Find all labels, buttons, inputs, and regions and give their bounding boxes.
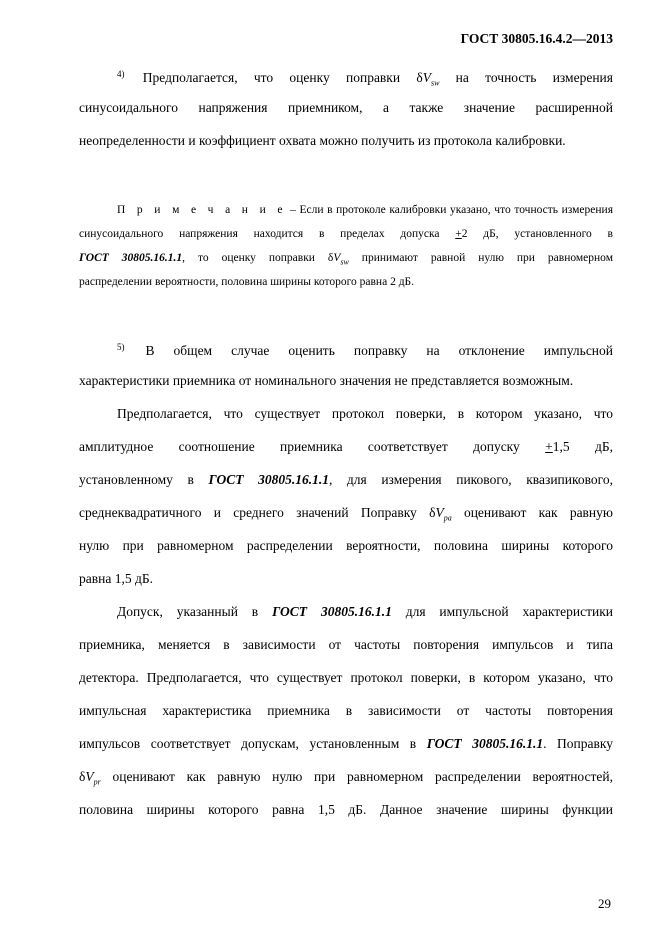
footnote-marker: 5) <box>117 342 125 352</box>
paragraph-5 <box>79 331 613 826</box>
paragraph-line: установленному в ГОСТ 30805.16.1.1, для измерения пикового, квазипикового, <box>79 472 613 487</box>
note-line: П р и м е ч а н и е – Если в протоколе калибровки указано, что точность измерения <box>117 204 613 216</box>
page-number: 29 <box>598 896 611 911</box>
paragraph-line: нулю при равномерном распределении вероятности, половина ширины которого <box>79 538 613 553</box>
paragraph-line: половина ширины которого равна 1,5 дБ. Данное значение ширины функции <box>79 802 613 817</box>
standard-reference: ГОСТ 30805.16.1.1 <box>272 604 392 619</box>
paragraph-line: $\delta V_{pr}$ оценивают как равную нулю при равномерном распределении вероятностей, <box>79 769 613 787</box>
note-line: распределении вероятности, половина ширины которого равна 2 дБ. <box>79 276 415 288</box>
paragraph-line: детектора. Предполагается, что существует протокол поверки, в котором указано, что <box>79 670 613 685</box>
paragraph-line: импульсов соответствует допускам, установленным в ГОСТ 30805.16.1.1. Поправку <box>79 736 613 751</box>
paragraph-line: амплитудное соотношение приемника соответствует допуску +1,5 дБ, <box>79 439 613 454</box>
paragraph-line: синусоидального напряжения приемником, а также значение расширенной <box>79 100 613 115</box>
paragraph-line: неопределенности и коэффициент охвата можно получить из протокола калибровки. <box>79 133 566 148</box>
paragraph-4 <box>79 58 613 157</box>
standard-reference: ГОСТ 30805.16.1.1 <box>79 252 183 264</box>
footnote-marker: 4) <box>117 69 125 79</box>
note-block <box>79 198 613 294</box>
note-label: П р и м е ч а н и е <box>117 204 287 216</box>
standard-reference: ГОСТ 30805.16.1.1 <box>426 736 544 751</box>
note-line: ГОСТ 30805.16.1.1, то оценку поправки $\delta V_{sw}$ принимают равной нулю при равномерном <box>79 252 613 267</box>
paragraph-line: $^{5)}$ В общем случае оценить поправку на отклонение импульсной <box>117 342 614 358</box>
paragraph-line: Допуск, указанный в ГОСТ 30805.16.1.1 для импульсной характеристики <box>117 604 613 619</box>
standard-reference: ГОСТ 30805.16.1.1 <box>208 472 329 487</box>
paragraph-line: импульсная характеристика приемника в зависимости от частоты повторения <box>79 703 613 718</box>
paragraph-line: приемника, меняется в зависимости от частоты повторения импульсов и типа <box>79 637 613 652</box>
paragraph-line: равна 1,5 дБ. <box>79 571 153 586</box>
paragraph-line: $^{4)}$ Предполагается, что оценку поправки $\delta V_{sw}$ на точность измерения <box>117 69 613 88</box>
note-line: синусоидального напряжения находится в пределах допуска +2 дБ, установленного в <box>79 228 613 240</box>
document-header-code: ГОСТ 30805.16.4.2—2013 <box>460 31 613 46</box>
paragraph-line: характеристики приемника от номинального значения не представляется возможным. <box>79 373 574 388</box>
paragraph-line: среднеквадратичного и среднего значений Поправку $\delta V_{pa}$ оценивают как равную <box>79 505 613 523</box>
paragraph-line: Предполагается, что существует протокол поверки, в котором указано, что <box>117 406 613 421</box>
